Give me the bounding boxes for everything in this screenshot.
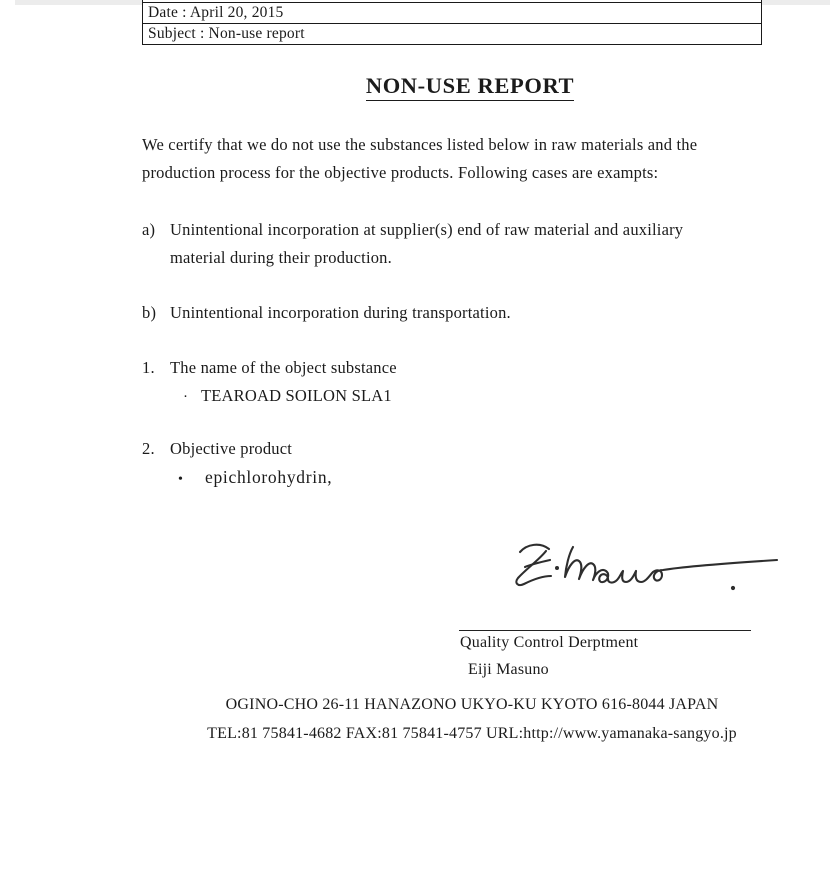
report-title-text: NON-USE REPORT bbox=[366, 73, 574, 101]
exemption-line: Unintentional incorporation at supplier(s) end of raw material and auxiliary bbox=[170, 220, 684, 239]
numbered-item-2 bbox=[142, 435, 332, 494]
handwritten-signature-image bbox=[505, 530, 785, 598]
item-marker: 1. bbox=[142, 358, 155, 377]
substance-name: TEAROAD SOILON SLA1 bbox=[201, 386, 392, 405]
item-heading: Objective product bbox=[170, 439, 293, 458]
exemption-line: Unintentional incorporation during transportation. bbox=[170, 303, 511, 322]
intro-paragraph bbox=[142, 131, 782, 187]
product-name: epichlorohydrin, bbox=[205, 467, 333, 487]
department-label: Quality Control Derptment bbox=[460, 634, 639, 651]
footer-address: OGINO-CHO 26-11 HANAZONO UKYO-KU KYOTO 616-8044 JAPAN bbox=[225, 696, 719, 713]
header-row-date: Date : April 20, 2015 bbox=[143, 3, 761, 24]
header-row-subject: Subject : Non-use report bbox=[148, 25, 305, 42]
exemption-item-a bbox=[142, 216, 683, 272]
footer-contact: TEL:81 75841-4682 FAX:81 75841-4757 URL:http://www.yamanaka-sangyo.jp bbox=[207, 724, 737, 742]
company-footer bbox=[142, 691, 802, 748]
report-title bbox=[150, 73, 790, 99]
item-marker: b) bbox=[142, 303, 157, 322]
bullet-icon: · bbox=[183, 389, 189, 405]
item-heading: The name of the object substance bbox=[170, 358, 397, 377]
header-table bbox=[142, 0, 762, 45]
item-marker: a) bbox=[142, 220, 156, 239]
signature-line bbox=[459, 630, 751, 631]
signer-name: Eiji Masuno bbox=[468, 661, 549, 678]
exemption-item-b bbox=[142, 299, 511, 327]
exemption-line: material during their production. bbox=[170, 248, 392, 267]
item-marker: 2. bbox=[142, 439, 155, 458]
numbered-item-1 bbox=[142, 354, 397, 411]
intro-line: We certify that we do not use the substances listed below in raw materials and the bbox=[142, 135, 698, 154]
intro-line: production process for the objective products. Following cases are exampts: bbox=[142, 163, 659, 182]
bullet-icon: • bbox=[178, 472, 184, 487]
